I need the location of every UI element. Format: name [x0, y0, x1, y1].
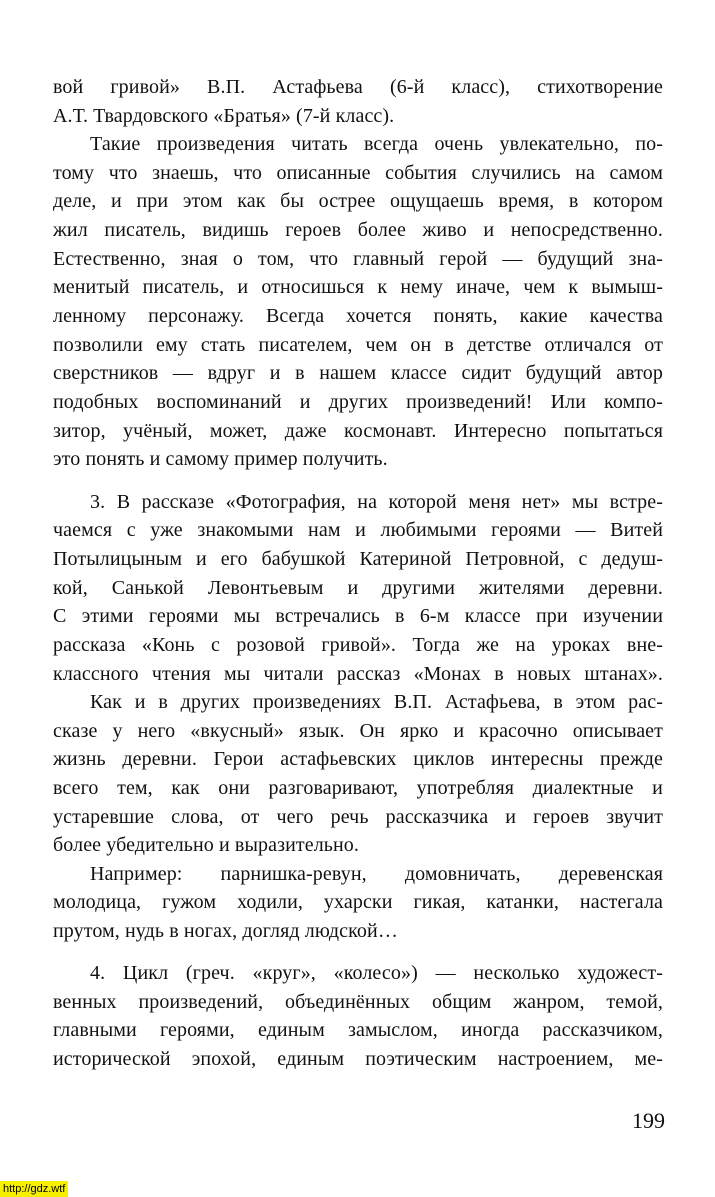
text-line: С этими героями мы встречались в 6-м классе при изучении: [53, 605, 663, 627]
text-line: подобных воспоминаний и других произведений! Или компо-: [53, 391, 663, 413]
text-line: сказе у него «вкусный» язык. Он ярко и красочно описывает: [53, 720, 663, 742]
text-line: Например: парнишка-ревун, домовничать, деревенская: [90, 863, 663, 885]
page-number: 199: [632, 1108, 665, 1133]
text-line: Как и в других произведениях В.П. Астафьева, в этом рас-: [90, 691, 663, 713]
text-line: 3. В рассказе «Фотография, на которой меня нет» мы встре-: [90, 491, 663, 513]
text-line: менитый писатель, и относишься к нему иначе, чем к вымыш-: [53, 276, 663, 298]
text-line: это понять и самому пример получить.: [53, 448, 388, 470]
text-line: жил писатель, видишь героев более живо и непосредственно.: [53, 219, 663, 241]
text-line: тому что знаешь, что описанные события случились на самом: [53, 162, 663, 184]
text-line: прутом, нудь в ногах, догляд людской…: [53, 920, 398, 942]
text-line: устаревшие слова, от чего речь рассказчика и героев звучит: [53, 806, 663, 828]
text-line: Такие произведения читать всегда очень увлекательно, по-: [90, 133, 663, 155]
text-line: главными героями, единым замыслом, иногда рассказчиком,: [53, 1019, 663, 1041]
text-line: Потылицыным и его бабушкой Катериной Петровной, с дедуш-: [53, 548, 663, 570]
text-line: ленному персонажу. Всегда хочется понять, какие качества: [53, 305, 663, 327]
text-line: всего тем, как они разговаривают, употребляя диалектные и: [53, 777, 663, 799]
watermark-link[interactable]: http://gdz.wtf: [0, 1181, 68, 1197]
text-line: А.Т. Твардовского «Братья» (7-й класс).: [53, 105, 395, 127]
text-line: зитор, учёный, может, даже космонавт. Интересно попытаться: [53, 420, 663, 442]
text-line: венных произведений, объединённых общим жанром, темой,: [53, 991, 663, 1013]
text-line: молодица, гужом ходили, ухарски гикая, катанки, настегала: [53, 891, 663, 913]
text-line: классного чтения мы читали рассказ «Монах в новых штанах».: [53, 663, 663, 685]
text-line: жизнь деревни. Герои астафьевских циклов интересны прежде: [53, 748, 663, 770]
text-line: более убедительно и выразительно.: [53, 834, 359, 856]
text-line: рассказа «Конь с розовой гривой». Тогда же на уроках вне-: [53, 634, 663, 656]
text-line: Естественно, зная о том, что главный герой — будущий зна-: [53, 248, 663, 270]
text-line: вой гривой» В.П. Астафьева (6-й класс), стихотворение: [53, 76, 663, 98]
text-line: сверстников — вдруг и в нашем классе сидит будущий автор: [53, 362, 663, 384]
text-line: деле, и при этом как бы острее ощущаешь время, в котором: [53, 190, 663, 212]
text-line: исторической эпохой, единым поэтическим настроением, ме-: [53, 1048, 663, 1070]
text-line: кой, Санькой Левонтьевым и другими жителями деревни.: [53, 577, 663, 599]
text-line: позволили ему стать писателем, чем он в детстве отличался от: [53, 334, 663, 356]
text-line: 4. Цикл (греч. «круг», «колесо») — несколько художест-: [90, 962, 663, 984]
text-line: чаемся с уже знакомыми нам и любимыми героями — Витей: [53, 519, 663, 541]
